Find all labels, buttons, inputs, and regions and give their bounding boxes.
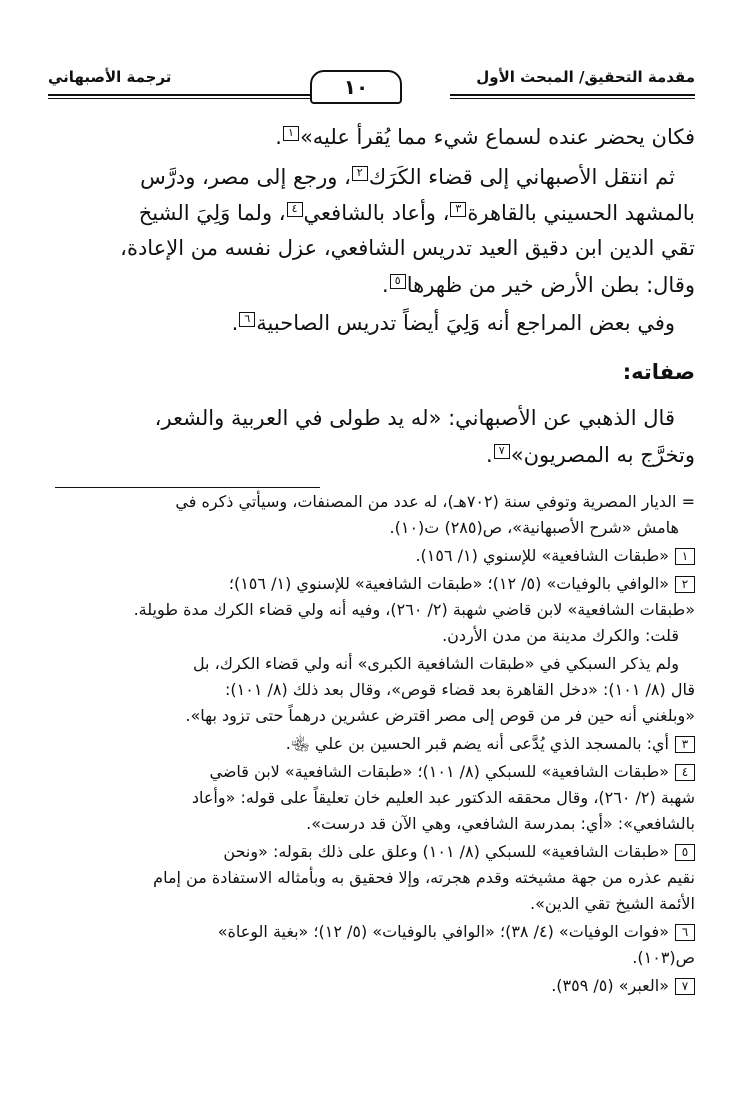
header-rule-left xyxy=(48,94,310,96)
footnote-2: ٢«الوافي بالوفيات» (٥/ ١٢)؛ «طبقات الشافعية» للإسنوي (١/ ١٥٦)؛ xyxy=(229,574,695,593)
footnote-number: ٧ xyxy=(675,978,695,995)
footnote-line: شهبة (٢/ ٢٦٠)، وقال محققه الدكتور عبد العليم خان تعليقاً على قوله: «وأعاد xyxy=(191,788,695,807)
body-line: وتخرَّج به المصريون»٧. xyxy=(486,443,695,467)
footnote-number: ٣ xyxy=(675,736,695,753)
footnote-4: ٤«طبقات الشافعية» للسبكي (٨/ ١٠١)؛ «طبقات الشافعية» لابن قاضي xyxy=(209,762,695,781)
body-line: تقي الدين ابن دقيق العيد تدريس الشافعي، عزل نفسه من الإعادة، xyxy=(120,236,695,260)
footnote-separator xyxy=(55,487,320,488)
footnote-number: ٥ xyxy=(675,844,695,861)
footnote-line: «طبقات الشافعية» لابن قاضي شهبة (٢/ ٢٦٠)، وفيه أنه ولي قضاء الكرك مدة طويلة. xyxy=(133,600,695,619)
footnote-number: ٢ xyxy=(675,576,695,593)
footnote-line: الأئمة الشيخ تقي الدين». xyxy=(530,894,695,913)
footnote-5: ٥«طبقات الشافعية» للسبكي (٨/ ١٠١) وعلق على ذلك بقوله: «ونحن xyxy=(223,842,695,861)
footnote-number: ٦ xyxy=(675,924,695,941)
header-rule-left-thin xyxy=(48,98,310,99)
header-book-title: ترجمة الأصبهاني xyxy=(48,68,172,86)
footnote-ref[interactable]: ٤ xyxy=(287,202,303,217)
page-number: ١٠ xyxy=(343,75,369,99)
body-line: وفي بعض المراجع أنه وَلِيَ أيضاً تدريس الصاحبية٦. xyxy=(231,311,675,335)
header-rule-right-thin xyxy=(450,98,695,99)
body-line: وقال: بطن الأرض خير من ظهرها٥. xyxy=(382,273,695,297)
footnote-ref[interactable]: ٢ xyxy=(352,166,368,181)
footnote-line: بالشافعي»: «أي: بمدرسة الشافعي، وهي الآن قد درست». xyxy=(306,814,695,833)
footnote-line: «وبلغني أنه حين فر من قوص إلى مصر اقترض عشرين درهماً حتى تزود بها». xyxy=(185,706,695,725)
footnote-1: ١«طبقات الشافعية» للإسنوي (١/ ١٥٦). xyxy=(415,546,695,565)
body-line: قال الذهبي عن الأصبهاني: «له يد طولى في العربية والشعر، xyxy=(154,406,675,430)
footnote-ref[interactable]: ٣ xyxy=(450,202,466,217)
footnote-number: ١ xyxy=(675,548,695,565)
running-header xyxy=(48,62,695,104)
footnote-line: قال (٨/ ١٠١): «دخل القاهرة بعد قضاء قوص»، وقال بعد ذلك (٨/ ١٠١): xyxy=(225,680,695,699)
body-line: بالمشهد الحسيني بالقاهرة٣، وأعاد بالشافعي٤، ولما وَلِيَ الشيخ xyxy=(138,201,695,225)
body-line: ثم انتقل الأصبهاني إلى قضاء الكَرَك٢، ورجع إلى مصر، ودرَّس xyxy=(140,165,675,189)
header-section-title: مقدمة التحقيق/ المبحث الأول xyxy=(476,68,695,86)
footnote-ref[interactable]: ٧ xyxy=(494,444,510,459)
footnote-6: ٦«فوات الوفيات» (٤/ ٣٨)؛ «الوافي بالوفيات» (٥/ ١٢)؛ «بغية الوعاة» xyxy=(218,922,695,941)
header-rule-right xyxy=(450,94,695,96)
footnote-ref[interactable]: ٦ xyxy=(239,312,255,327)
footnote-ref[interactable]: ١ xyxy=(283,126,299,141)
footnote-ref[interactable]: ٥ xyxy=(390,274,406,289)
footnote-line: = الديار المصرية وتوفي سنة (٧٠٢هـ)، له عدد من المصنفات، وسيأتي ذكره في xyxy=(175,492,695,511)
footnote-line: قلت: والكرك مدينة من مدن الأردن. xyxy=(442,626,679,645)
footnote-number: ٤ xyxy=(675,764,695,781)
footnote-line: ولم يذكر السبكي في «طبقات الشافعية الكبرى» أنه ولي قضاء الكرك، بل xyxy=(192,654,679,673)
footnote-line: نقيم عذره من جهة مشيخته وقدم هجرته، وإلا فحقيق به وبأمثاله الاستفادة من إمام xyxy=(153,868,695,887)
footnote-line: هامش «شرح الأصبهانية»، ص(٢٨٥) ت(١٠). xyxy=(389,518,679,537)
body-line: فكان يحضر عنده لسماع شيء مما يُقرأ عليه»١. xyxy=(275,125,695,149)
page-number-box xyxy=(310,70,402,104)
footnote-3: ٣أي: بالمسجد الذي يُدَّعى أنه يضم قبر الحسين بن علي ﵄. xyxy=(286,734,695,757)
footnote-line: ص(١٠٣). xyxy=(632,948,695,967)
section-heading: صفاته: xyxy=(622,360,695,384)
footnote-7: ٧«العبر» (٥/ ٣٥٩). xyxy=(551,976,695,995)
